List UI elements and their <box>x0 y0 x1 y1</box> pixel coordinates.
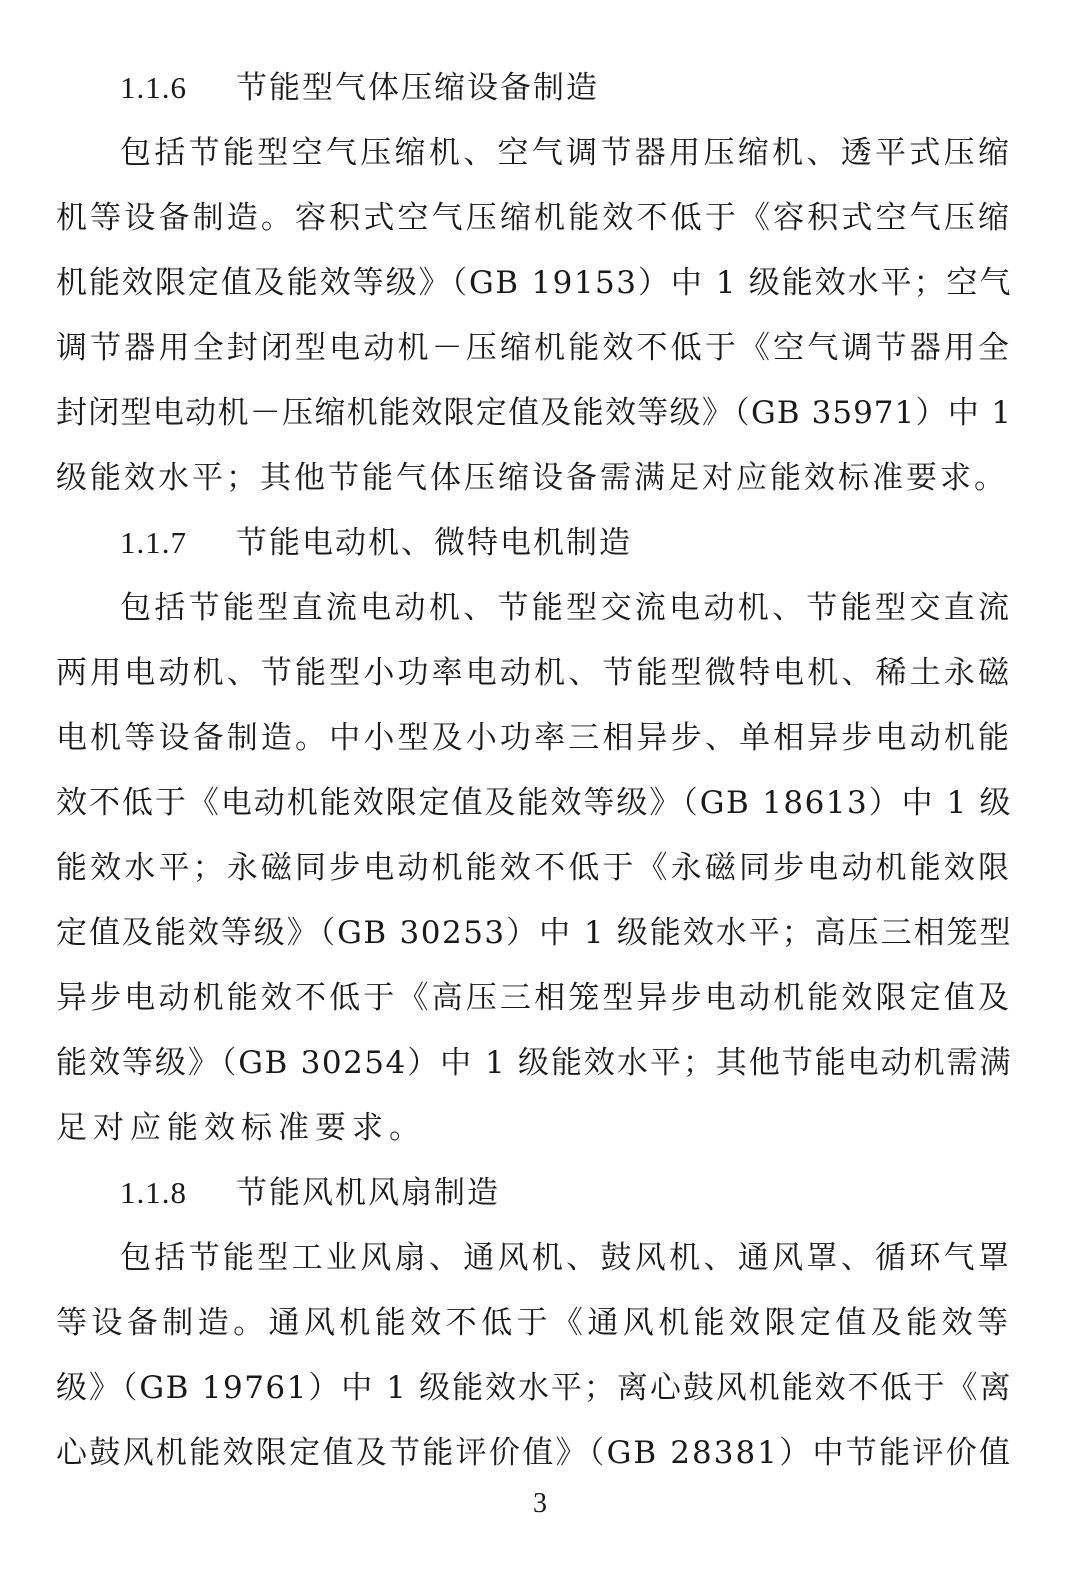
section-body-1-1-8 <box>56 1226 1012 1486</box>
text-line: 足对应能效标准要求。 <box>56 1110 426 1146</box>
text-line: 机能效限定值及能效等级》（GB 19153）中 1 级能效水平；空气 <box>56 265 1012 301</box>
text-line: 两用电动机、节能型小功率电动机、节能型微特电机、稀土永磁 <box>56 655 1012 691</box>
text-line: 机等设备制造。容积式空气压缩机能效不低于《容积式空气压缩 <box>56 200 1012 236</box>
text-line: 定值及能效等级》（GB 30253）中 1 级能效水平；高压三相笼型 <box>56 915 1012 951</box>
text-line: 包括节能型工业风扇、通风机、鼓风机、通风罩、循环气罩 <box>120 1240 1012 1276</box>
text-line: 调节器用全封闭型电动机－压缩机能效不低于《空气调节器用全 <box>56 330 1012 366</box>
text-line: 电机等设备制造。中小型及小功率三相异步、单相异步电动机能 <box>56 720 1012 756</box>
section-heading-1-1-7 <box>56 511 1012 575</box>
section-body-1-1-6 <box>56 121 1012 511</box>
section-number: 1.1.6 <box>120 70 187 105</box>
section-number: 1.1.8 <box>120 1175 187 1210</box>
section-title: 节能型气体压缩设备制造 <box>236 70 599 106</box>
section-heading-1-1-6 <box>56 56 1012 120</box>
text-line: 封闭型电动机－压缩机能效限定值及能效等级》（GB 35971）中 1 <box>56 395 1012 431</box>
page-number: 3 <box>533 1488 547 1519</box>
document-page <box>56 56 1012 1486</box>
text-line: 异步电动机能效不低于《高压三相笼型异步电动机能效限定值及 <box>56 980 1012 1016</box>
section-body-1-1-7 <box>56 576 1012 1161</box>
section-number: 1.1.7 <box>120 525 187 560</box>
text-line: 包括节能型直流电动机、节能型交流电动机、节能型交直流 <box>120 590 1012 626</box>
text-line: 包括节能型空气压缩机、空气调节器用压缩机、透平式压缩 <box>120 135 1012 171</box>
section-title: 节能风机风扇制造 <box>236 1175 500 1211</box>
text-line: 能效水平；永磁同步电动机能效不低于《永磁同步电动机能效限 <box>56 850 1012 886</box>
text-line: 级能效水平；其他节能气体压缩设备需满足对应能效标准要求。 <box>56 460 1008 496</box>
text-line: 效不低于《电动机能效限定值及能效等级》（GB 18613）中 1 级 <box>56 785 1012 821</box>
text-line: 等设备制造。通风机能效不低于《通风机能效限定值及能效等 <box>56 1305 1012 1341</box>
section-title: 节能电动机、微特电机制造 <box>236 525 632 561</box>
text-line: 级》（GB 19761）中 1 级能效水平；离心鼓风机能效不低于《离 <box>56 1370 1012 1406</box>
text-line: 心鼓风机能效限定值及节能评价值》（GB 28381）中节能评价值 <box>56 1435 1012 1471</box>
text-line: 能效等级》（GB 30254）中 1 级能效水平；其他节能电动机需满 <box>56 1045 1012 1081</box>
section-heading-1-1-8 <box>56 1161 1012 1225</box>
